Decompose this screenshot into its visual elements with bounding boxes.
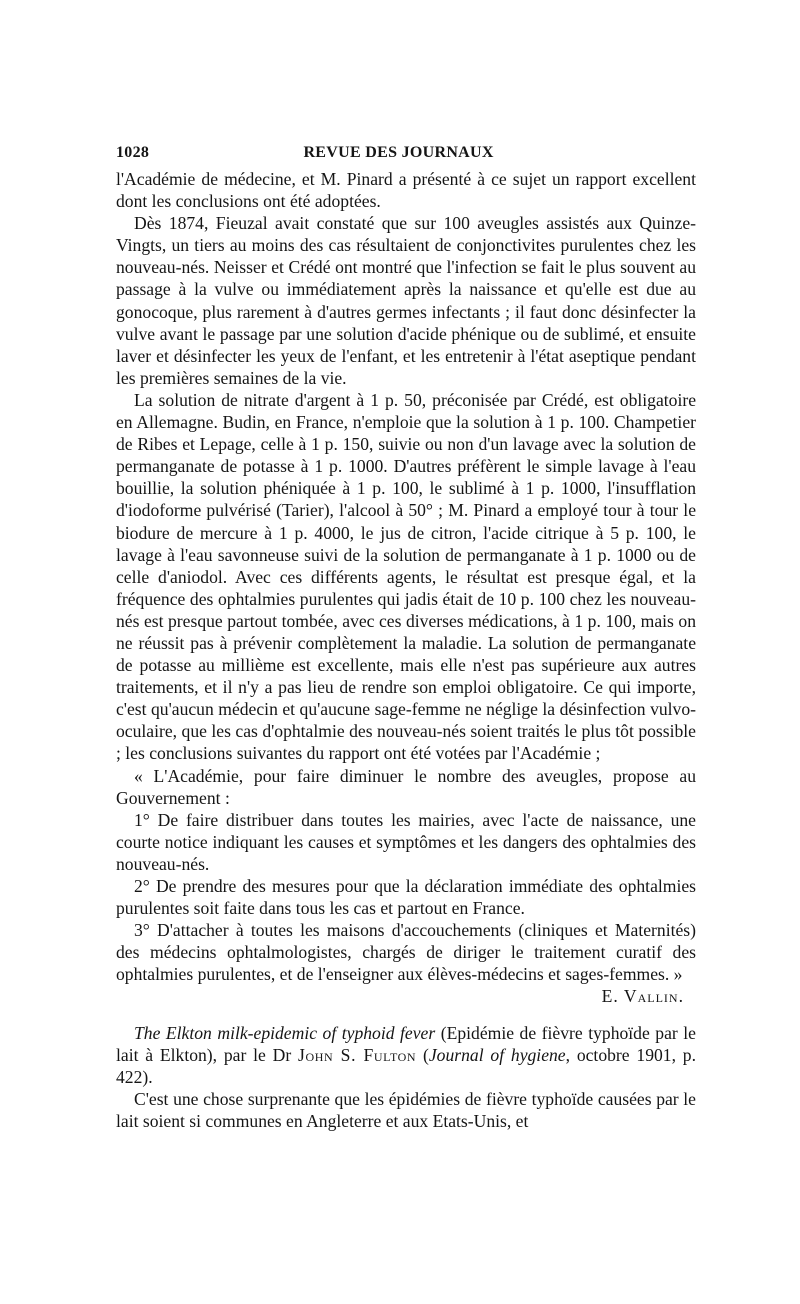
journal-name: Journal of hygiene xyxy=(428,1044,566,1065)
article-heading xyxy=(116,1022,696,1088)
article-paragraph: C'est une chose surprenante que les épidémies de fièvre typhoïde causées par le lait soient si communes en Angleterre et aux Etats-Unis, et xyxy=(116,1088,696,1131)
running-header xyxy=(116,142,696,168)
author-prefix: Dr xyxy=(272,1044,299,1065)
section-separator xyxy=(116,1008,696,1022)
paragraph-1: l'Académie de médecine, et M. Pinard a présenté à ce sujet un rapport excellent dont les conclusions ont été adoptées. xyxy=(116,169,696,212)
paragraph-4-quote: « L'Académie, pour faire diminuer le nombre des aveugles, propose au Gouvernement : xyxy=(116,765,696,808)
page-number: 1028 xyxy=(116,144,150,161)
paragraph-7-item-3 xyxy=(116,919,696,1007)
article-title-translation: (Epidémie de fièvre typhoïde par le lait à Elkton), par le xyxy=(116,1022,696,1065)
paragraph-5-item-1: 1° De faire distribuer dans toutes les mairies, avec l'acte de naissance, une courte notice indiquant les causes et symptômes et les dangers des ophtalmies des nouveau-nés. xyxy=(116,809,696,874)
paragraph-3: La solution de nitrate d'argent à 1 p. 50, préconisée par Crédé, est obligatoire en Allemagne. Budin, en France, n'emploie que la solution à 1 p. 100. Champetier de Ribes et Lepage, celle à 1 p. 150, suivie ou non d'un lavage avec la solution de permanganate de potasse à 1 p. 1000. D'autres préfèrent le simple lavage à l'eau bouillie, la solution phéniquée à 1 p. 100, le sublimé à 1 p. 1000, l'insufflation d'iodoforme pulvérisé (Tarier), l'alcool à 50° ; M. Pinard a employé tour à tour le biodure de mercure à 1 p. 4000, le jus de citron, l'acide citrique à 5 p. 100, le lavage à l'eau savonneuse suivi de la solution de permanganate à 1 p. 1000 ou de celle d'aniodol. Avec ces différents agents, le résultat est presque égal, et la fréquence des ophtalmies purulentes qui jadis était de 10 p. 100 chez les nouveau-nés est presque partout tombée, avec ces diverses médications, à 1 p. 100, mais on ne réussit pas à prévenir complètement la maladie. La solution de permanganate de potasse au millième est excellente, mais elle n'est pas supérieure aux autres traitements, et il n'y a pas lieu de rendre son emploi obligatoire. Ce qui importe, c'est qu'aucun médecin et qu'aucune sage-femme ne néglige la désinfection vulvo-oculaire, que les cas d'ophtalmie des nouveau-nés soient traités le plus tôt possible ; les conclusions suivantes du rapport ont été votées par l'Académie ; xyxy=(116,389,696,764)
paragraph-6-item-2: 2° De prendre des mesures pour que la déclaration immédiate des ophtalmies purulentes soit faite dans tous les cas et partout en France. xyxy=(116,876,696,919)
article-title: The Elkton milk-epidemic of typhoid fever xyxy=(134,1022,436,1043)
item-3-text: 3° D'attacher à toutes les maisons d'accouchements (cliniques et Maternités) des médecins ophtalmologistes, chargés de diriger le traitement curatif des ophtalmies purulentes, et de l'enseigner aux élèves-médecins et sages-femmes. » xyxy=(116,920,696,985)
source-citation: , octobre 1901, p. 422). xyxy=(116,1044,696,1087)
running-title: REVUE DES JOURNAUX xyxy=(303,144,494,161)
signature: E. Vallin. xyxy=(601,986,684,1007)
article-author: John S. Fulton xyxy=(298,1044,417,1065)
paragraph-2: Dès 1874, Fieuzal avait constaté que sur 100 aveugles assistés aux Quinze-Vingts, un tiers au moins des cas résultaient de conjonctivites purulentes chez les nouveau-nés. Neisser et Crédé ont montré que l'infection se fait le plus souvent au passage à la vulve ou immédiatement après la naissance et qu'elle est due au gonocoque, plus rarement à d'autres germes infectants ; il faut donc désinfecter la vulve avant le passage par une solution d'acide phénique ou de sublimé, et ensuite laver et désinfecter les yeux de l'enfant, et les entretenir à l'état aseptique pendant les premières semaines de la vie. xyxy=(116,213,696,388)
document-page xyxy=(116,142,696,1132)
source-open: ( xyxy=(416,1044,429,1065)
